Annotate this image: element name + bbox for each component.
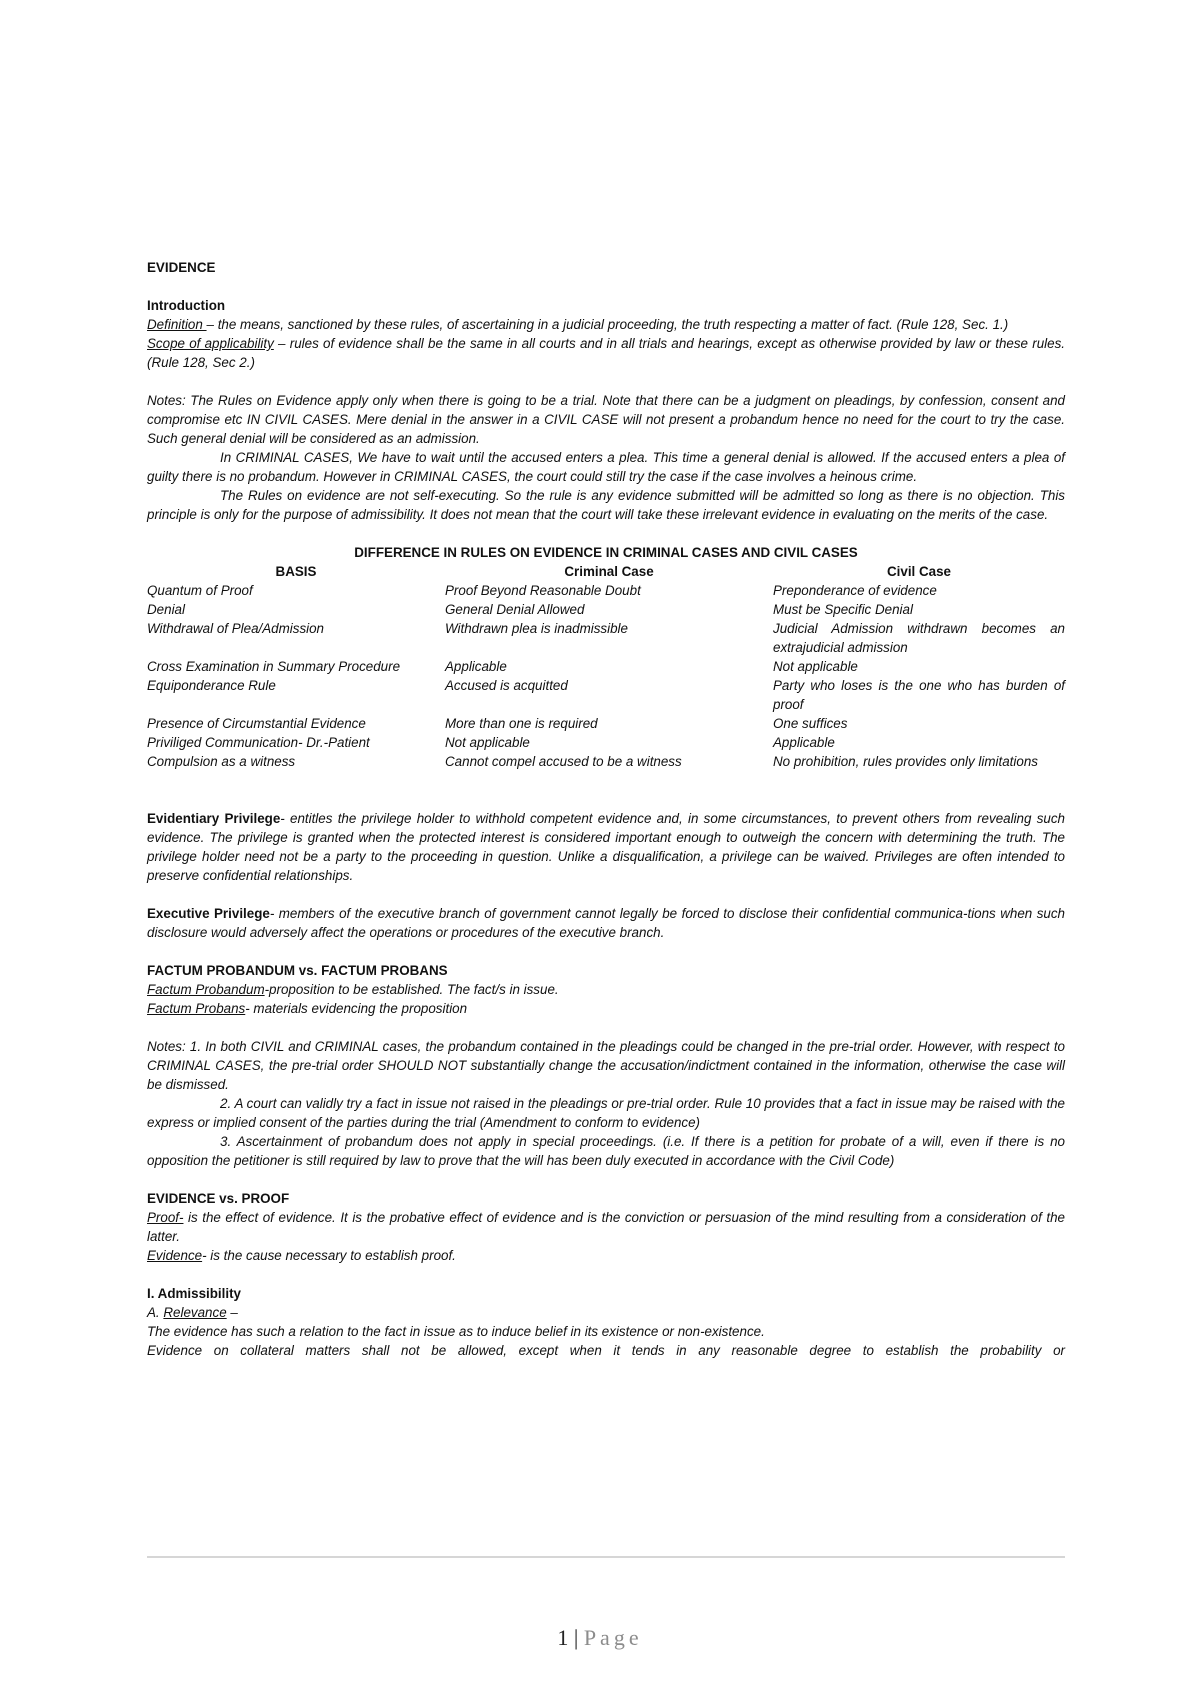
- executive-privilege-label: Executive Privilege: [147, 906, 270, 921]
- table-row: [147, 752, 1065, 771]
- relevance-suffix: –: [226, 1305, 238, 1320]
- page-word: Page: [583, 1625, 643, 1650]
- column-header-criminal: Criminal Case: [564, 564, 654, 579]
- proof-label: Proof-: [147, 1210, 184, 1225]
- document-body: [147, 258, 1065, 1360]
- criminal-cell: Withdrawn plea is inadmissible: [445, 621, 628, 636]
- relevance-prefix: A.: [147, 1305, 164, 1320]
- factum-probans-label: Factum Probans: [147, 1001, 246, 1016]
- column-header-basis: BASIS: [275, 564, 317, 579]
- criminal-cell: Cannot compel accused to be a witness: [445, 754, 682, 769]
- civil-cell: Preponderance of evidence: [773, 583, 937, 598]
- notes-paragraph-3: The Rules on evidence are not self-executing. So the rule is any evidence submitted will be admitted so long as there is no objection. This principle is only for the purpose of admissibility. It does not mean that the court will take these irrelevant evidence in evaluating on the merits of the case.: [147, 488, 1065, 522]
- admissibility-heading: I. Admissibility: [147, 1286, 242, 1301]
- evidence-proof-heading: EVIDENCE vs. PROOF: [147, 1191, 290, 1206]
- criminal-cell: Accused is acquitted: [445, 678, 568, 693]
- civil-cell: No prohibition, rules provides only limitations: [773, 754, 1038, 769]
- proof-paragraph: [147, 1208, 1065, 1246]
- basis-cell: Quantum of Proof: [147, 583, 253, 598]
- evidence-paragraph: [147, 1246, 1065, 1265]
- page-number: 1: [557, 1625, 569, 1650]
- civil-cell: Party who loses is the one who has burden of proof: [773, 678, 1065, 712]
- evidence-text: - is the cause necessary to establish proof.: [202, 1248, 456, 1263]
- basis-cell: Denial: [147, 602, 185, 617]
- civil-cell: One suffices: [773, 716, 848, 731]
- civil-cell: Not applicable: [773, 659, 858, 674]
- executive-privilege-text: - members of the executive branch of government cannot legally be forced to disclose their confidential communica-tions when such disclosure would adversely affect the operations or procedures of the executive branch.: [147, 906, 1066, 940]
- definition-paragraph: [147, 315, 1065, 334]
- footer-separator: |: [573, 1625, 579, 1650]
- relevance-text-2: Evidence on collateral matters shall not be allowed, except when it tends in any reasonable degree to establish the probability or: [147, 1343, 1065, 1358]
- table-row: [147, 714, 1065, 733]
- evidence-label: Evidence: [147, 1248, 203, 1263]
- civil-cell: Applicable: [773, 735, 835, 750]
- factum-probans-line: [147, 999, 1065, 1018]
- factum-note-2: 2. A court can validly try a fact in issue not raised in the pleadings or pre-trial order. Rule 10 provides that a fact in issue may be raised with the express or implied consent of the parties during the trial (Amendment to conform to evidence): [147, 1096, 1065, 1130]
- civil-cell: Must be Specific Denial: [773, 602, 913, 617]
- document-title: EVIDENCE: [147, 260, 216, 275]
- relevance-line: [147, 1303, 1065, 1322]
- evidentiary-privilege-text: - entitles the privilege holder to withhold competent evidence and, in some circumstances, to prevent others from revealing such evidence. The privilege is granted when the protected interest is considered important enough to outweigh the concern with determining the truth. The privilege holder need not be a party to the proceeding in question. Unlike a disqualification, a privilege can be waived. Privileges are often intended to preserve confidential relationships.: [147, 811, 1065, 883]
- definition-label: Definition: [147, 317, 207, 332]
- criminal-cell: General Denial Allowed: [445, 602, 585, 617]
- table-row: [147, 657, 1065, 676]
- notes-paragraph-1: Notes: The Rules on Evidence apply only when there is going to be a trial. Note that there can be a judgment on pleadings, by confession, consent and compromise etc IN CIVIL CASES. Mere denial in the answer in a CIVIL CASE will not present a probandum hence no need for the court to try the case. Such general denial will be considered as an admission.: [147, 393, 1065, 446]
- relevance-label: Relevance: [163, 1305, 227, 1320]
- criminal-cell: Not applicable: [445, 735, 530, 750]
- factum-probandum-label: Factum Probandum: [147, 982, 265, 997]
- table-heading: DIFFERENCE IN RULES ON EVIDENCE IN CRIMINAL CASES AND CIVIL CASES: [354, 545, 858, 560]
- column-header-civil: Civil Case: [886, 564, 951, 579]
- table-row: [147, 600, 1065, 619]
- scope-label: Scope of applicability: [147, 336, 274, 351]
- scope-paragraph: [147, 334, 1065, 372]
- factum-note-3: 3. Ascertainment of probandum does not apply in special proceedings. (i.e. If there is a petition for probate of a will, even if there is no opposition the petitioner is still required by law to prove that the will has been duly executed in accordance with the Civil Code): [147, 1134, 1065, 1168]
- executive-privilege-paragraph: [147, 904, 1065, 942]
- factum-note-1: Notes: 1. In both CIVIL and CRIMINAL cases, the probandum contained in the pleadings could be changed in the pre-trial order. However, with respect to CRIMINAL CASES, the pre-trial order SHOULD NOT substantially change the accusation/indictment contained in the information, otherwise the case will be dismissed.: [147, 1039, 1065, 1092]
- criminal-cell: Applicable: [445, 659, 507, 674]
- basis-cell: Compulsion as a witness: [147, 754, 296, 769]
- table-row: [147, 581, 1065, 600]
- factum-heading: FACTUM PROBANDUM vs. FACTUM PROBANS: [147, 963, 448, 978]
- relevance-text-1: The evidence has such a relation to the fact in issue as to induce belief in its existence or non-existence.: [147, 1324, 765, 1339]
- civil-cell: Judicial Admission withdrawn becomes an extrajudicial admission: [773, 621, 1065, 655]
- factum-probandum-text: -proposition to be established. The fact/s in issue.: [264, 982, 559, 997]
- evidentiary-privilege-paragraph: [147, 809, 1065, 885]
- definition-text: – the means, sanctioned by these rules, of ascertaining in a judicial proceeding, the truth respecting a matter of fact. (Rule 128, Sec. 1.): [206, 317, 1009, 332]
- criminal-cell: Proof Beyond Reasonable Doubt: [445, 583, 641, 598]
- scope-text: – rules of evidence shall be the same in all courts and in all trials and hearings, except as otherwise provided by law or these rules. (Rule 128, Sec 2.): [147, 336, 1065, 370]
- evidentiary-privilege-label: Evidentiary Privilege: [147, 811, 281, 826]
- basis-cell: Presence of Circumstantial Evidence: [147, 716, 366, 731]
- basis-cell: Withdrawal of Plea/Admission: [147, 621, 325, 636]
- basis-cell: Cross Examination in Summary Procedure: [147, 659, 401, 674]
- basis-cell: Priviliged Communication- Dr.-Patient: [147, 735, 370, 750]
- footer-divider: [147, 1556, 1065, 1558]
- page-footer: [0, 1625, 1200, 1651]
- criminal-cell: More than one is required: [445, 716, 598, 731]
- intro-heading: Introduction: [147, 298, 226, 313]
- proof-text: is the effect of evidence. It is the probative effect of evidence and is the conviction or persuasion of the mind resulting from a consideration of the latter.: [147, 1210, 1065, 1244]
- basis-cell: Equiponderance Rule: [147, 678, 276, 693]
- table-row: [147, 733, 1065, 752]
- table-row: [147, 676, 1065, 714]
- factum-probandum-line: [147, 980, 1065, 999]
- difference-table: [147, 562, 1065, 771]
- table-header-row: [147, 562, 1065, 581]
- table-row: [147, 619, 1065, 657]
- factum-probans-text: - materials evidencing the proposition: [245, 1001, 468, 1016]
- notes-paragraph-2: In CRIMINAL CASES, We have to wait until the accused enters a plea. This time a general denial is allowed. If the accused enters a plea of guilty there is no probandum. However in CRIMINAL CASES, the court could still try the case if the case involves a heinous crime.: [147, 450, 1065, 484]
